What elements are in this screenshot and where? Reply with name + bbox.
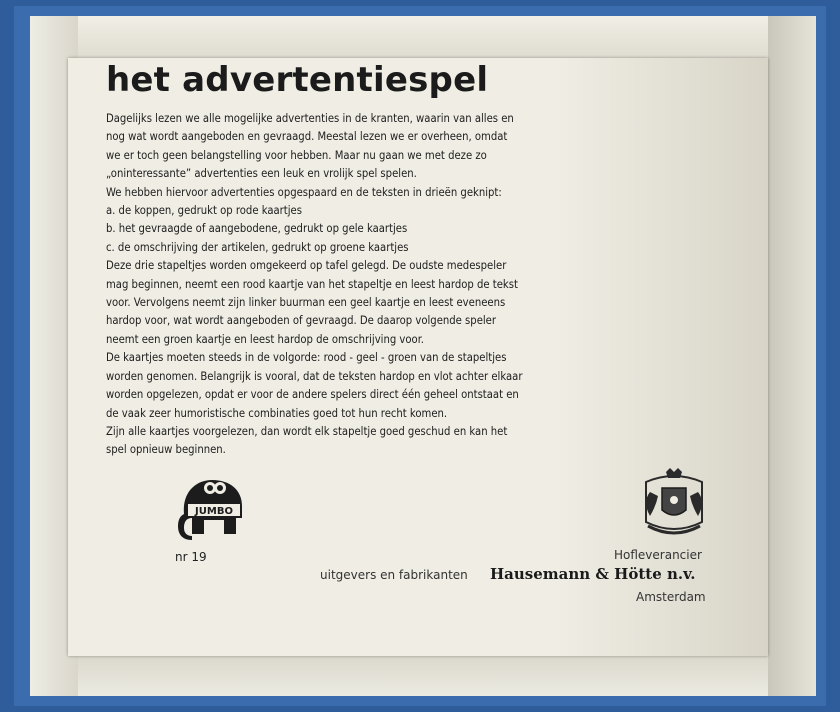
text-line: Dagelijks lezen we alle mogelijke advertenties in de kranten, waarin van alles en bbox=[106, 112, 514, 125]
city-label: Amsterdam bbox=[636, 590, 706, 604]
text-line: neemt een groen kaartje en leest hardop de omschrijving voor. bbox=[106, 332, 425, 346]
list-item-b: b. het gevraagde of aangebodene, gedrukt op gele kaartjes bbox=[106, 222, 408, 236]
royal-coat-of-arms-icon bbox=[636, 466, 712, 544]
text-line: Deze drie stapeltjes worden omgekeerd op tafel gelegd. De oudste medespeler bbox=[106, 259, 507, 273]
text-line: worden genomen. Belangrijk is vooral, dat de teksten hardop en vlot achter elkaar bbox=[106, 369, 523, 383]
text-line: De kaartjes moeten steeds in de volgorde: rood - geel - groen van de stapeltjes bbox=[106, 351, 507, 365]
text-line: nog wat wordt aangeboden en gevraagd. Meestal lezen we er overheen, omdat bbox=[106, 130, 508, 144]
list-item-a: a. de koppen, gedrukt op rode kaartjes bbox=[106, 204, 302, 218]
text-line: voor. Vervolgens neemt zijn linker buurman een geel kaartje en leest eveneens bbox=[106, 296, 506, 310]
instructions-text bbox=[106, 110, 656, 460]
text-line: de vaak zeer humoristische combinaties goed tot hun recht komen. bbox=[106, 406, 448, 420]
elephant-logo-icon bbox=[174, 474, 246, 540]
company-name: Hausemann & Hötte n.v. bbox=[490, 565, 696, 583]
publisher-label: uitgevers en fabrikanten bbox=[320, 568, 468, 582]
text-line: hardop voor, wat wordt aangeboden of gevraagd. De daarop volgende speler bbox=[106, 314, 497, 328]
text-line: mag beginnen, neemt een rood kaartje van het stapeltje en leest hardop de tekst bbox=[106, 277, 518, 291]
text-line: spel opnieuw beginnen. bbox=[106, 443, 226, 457]
list-item-c: c. de omschrijving der artikelen, gedrukt op groene kaartjes bbox=[106, 240, 409, 254]
box-wall-top bbox=[30, 16, 816, 64]
logo-text: JUMBO bbox=[195, 506, 233, 517]
text-line: „oninteressante” advertenties een leuk en vrolijk spel spelen. bbox=[106, 167, 417, 181]
page-title: het advertentiespel bbox=[106, 60, 489, 100]
box-wall-right bbox=[768, 16, 816, 696]
supplier-label: Hofleverancier bbox=[614, 548, 702, 562]
text-line: Zijn alle kaartjes voorgelezen, dan wordt elk stapeltje goed geschud en kan het bbox=[106, 424, 508, 438]
text-line: we er toch geen belangstelling voor hebben. Maar nu gaan we met deze zo bbox=[106, 148, 487, 162]
text-line: We hebben hiervoor advertenties opgespaard en de teksten in drieën geknipt: bbox=[106, 185, 502, 199]
product-number: nr 19 bbox=[175, 550, 207, 564]
text-line: worden opgelezen, opdat er voor de andere spelers direct één geheel ontstaat en bbox=[106, 388, 519, 402]
